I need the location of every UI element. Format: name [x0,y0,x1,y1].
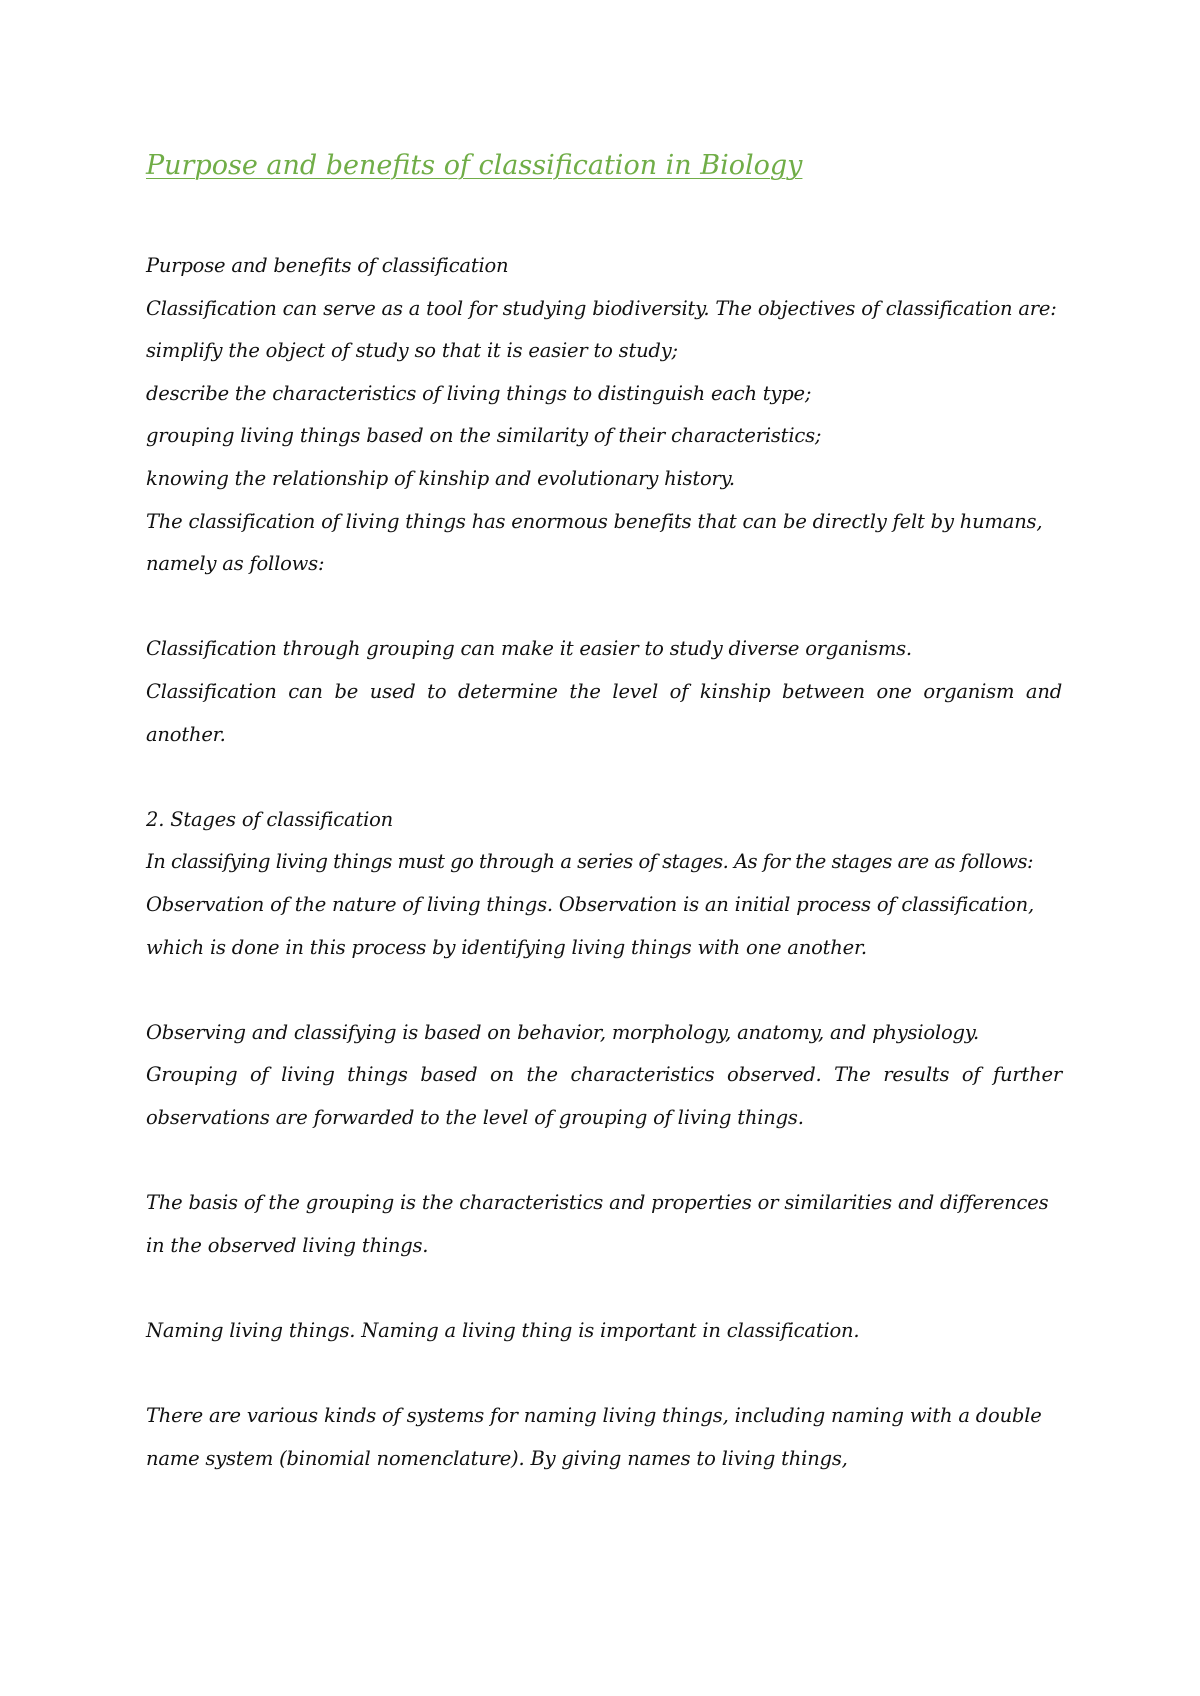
document-page [146,0,1062,1696]
paragraph-observing-classifying: Observing and classifying is based on behavior, morphology, anatomy, and physiology. [146,1020,980,1044]
paragraph-observation: Observation of the nature of living things. Observation is an initial process of classification, which is done in this process by identifying living things with one another. [146,892,1034,959]
document-title: Purpose and benefits of classification in Biology [146,150,803,181]
blank-line [146,969,1062,1012]
list-item-objective-3: grouping living things based on the similarity of their characteristics; [146,424,822,448]
list-item-objective-1: simplify the object of study so that it is easier to study; [146,339,678,363]
paragraph-benefits-intro: The classification of living things has enormous benefits that can be directly felt by humans, namely as follows: [146,509,1043,576]
list-item-objective-2: describe the characteristics of living things to distinguish each type; [146,381,812,405]
blank-line [146,1139,1062,1182]
blank-line [146,1267,1062,1310]
paragraph-stages-intro: In classifying living things must go through a series of stages. As for the stages are as follows: [146,850,1034,874]
paragraph-naming: Naming living things. Naming a living thing is important in classification. [146,1318,860,1342]
blank-line [146,756,1062,799]
section-heading-stages: 2. Stages of classification [146,807,394,831]
blank-line [146,1352,1062,1395]
document-body [146,245,1062,1480]
subheading-purpose: Purpose and benefits of classification [146,254,509,277]
paragraph-grouping-basis: The basis of the grouping is the characteristics and properties or similarities and differences in the observed living things. [146,1191,1049,1257]
paragraph-objectives-intro: Classification can serve as a tool for studying biodiversity. The objectives of classification are: [146,296,1057,320]
list-item-benefit-1: Classification through grouping can make it easier to study diverse organisms. [146,637,912,661]
paragraph-naming-systems: There are various kinds of systems for naming living things, including naming with a double name system (binomial nomenclature). By giving names to living things, [146,1404,1042,1470]
list-item-objective-4: knowing the relationship of kinship and evolutionary history. [146,466,735,490]
paragraph-grouping: Grouping of living things based on the characteristics observed. The results of further observations are forwarded to the level of grouping of living things. [146,1063,1062,1129]
list-item-benefit-2: Classification can be used to determine the level of kinship between one organism and another. [146,679,1062,746]
blank-line [146,586,1062,629]
